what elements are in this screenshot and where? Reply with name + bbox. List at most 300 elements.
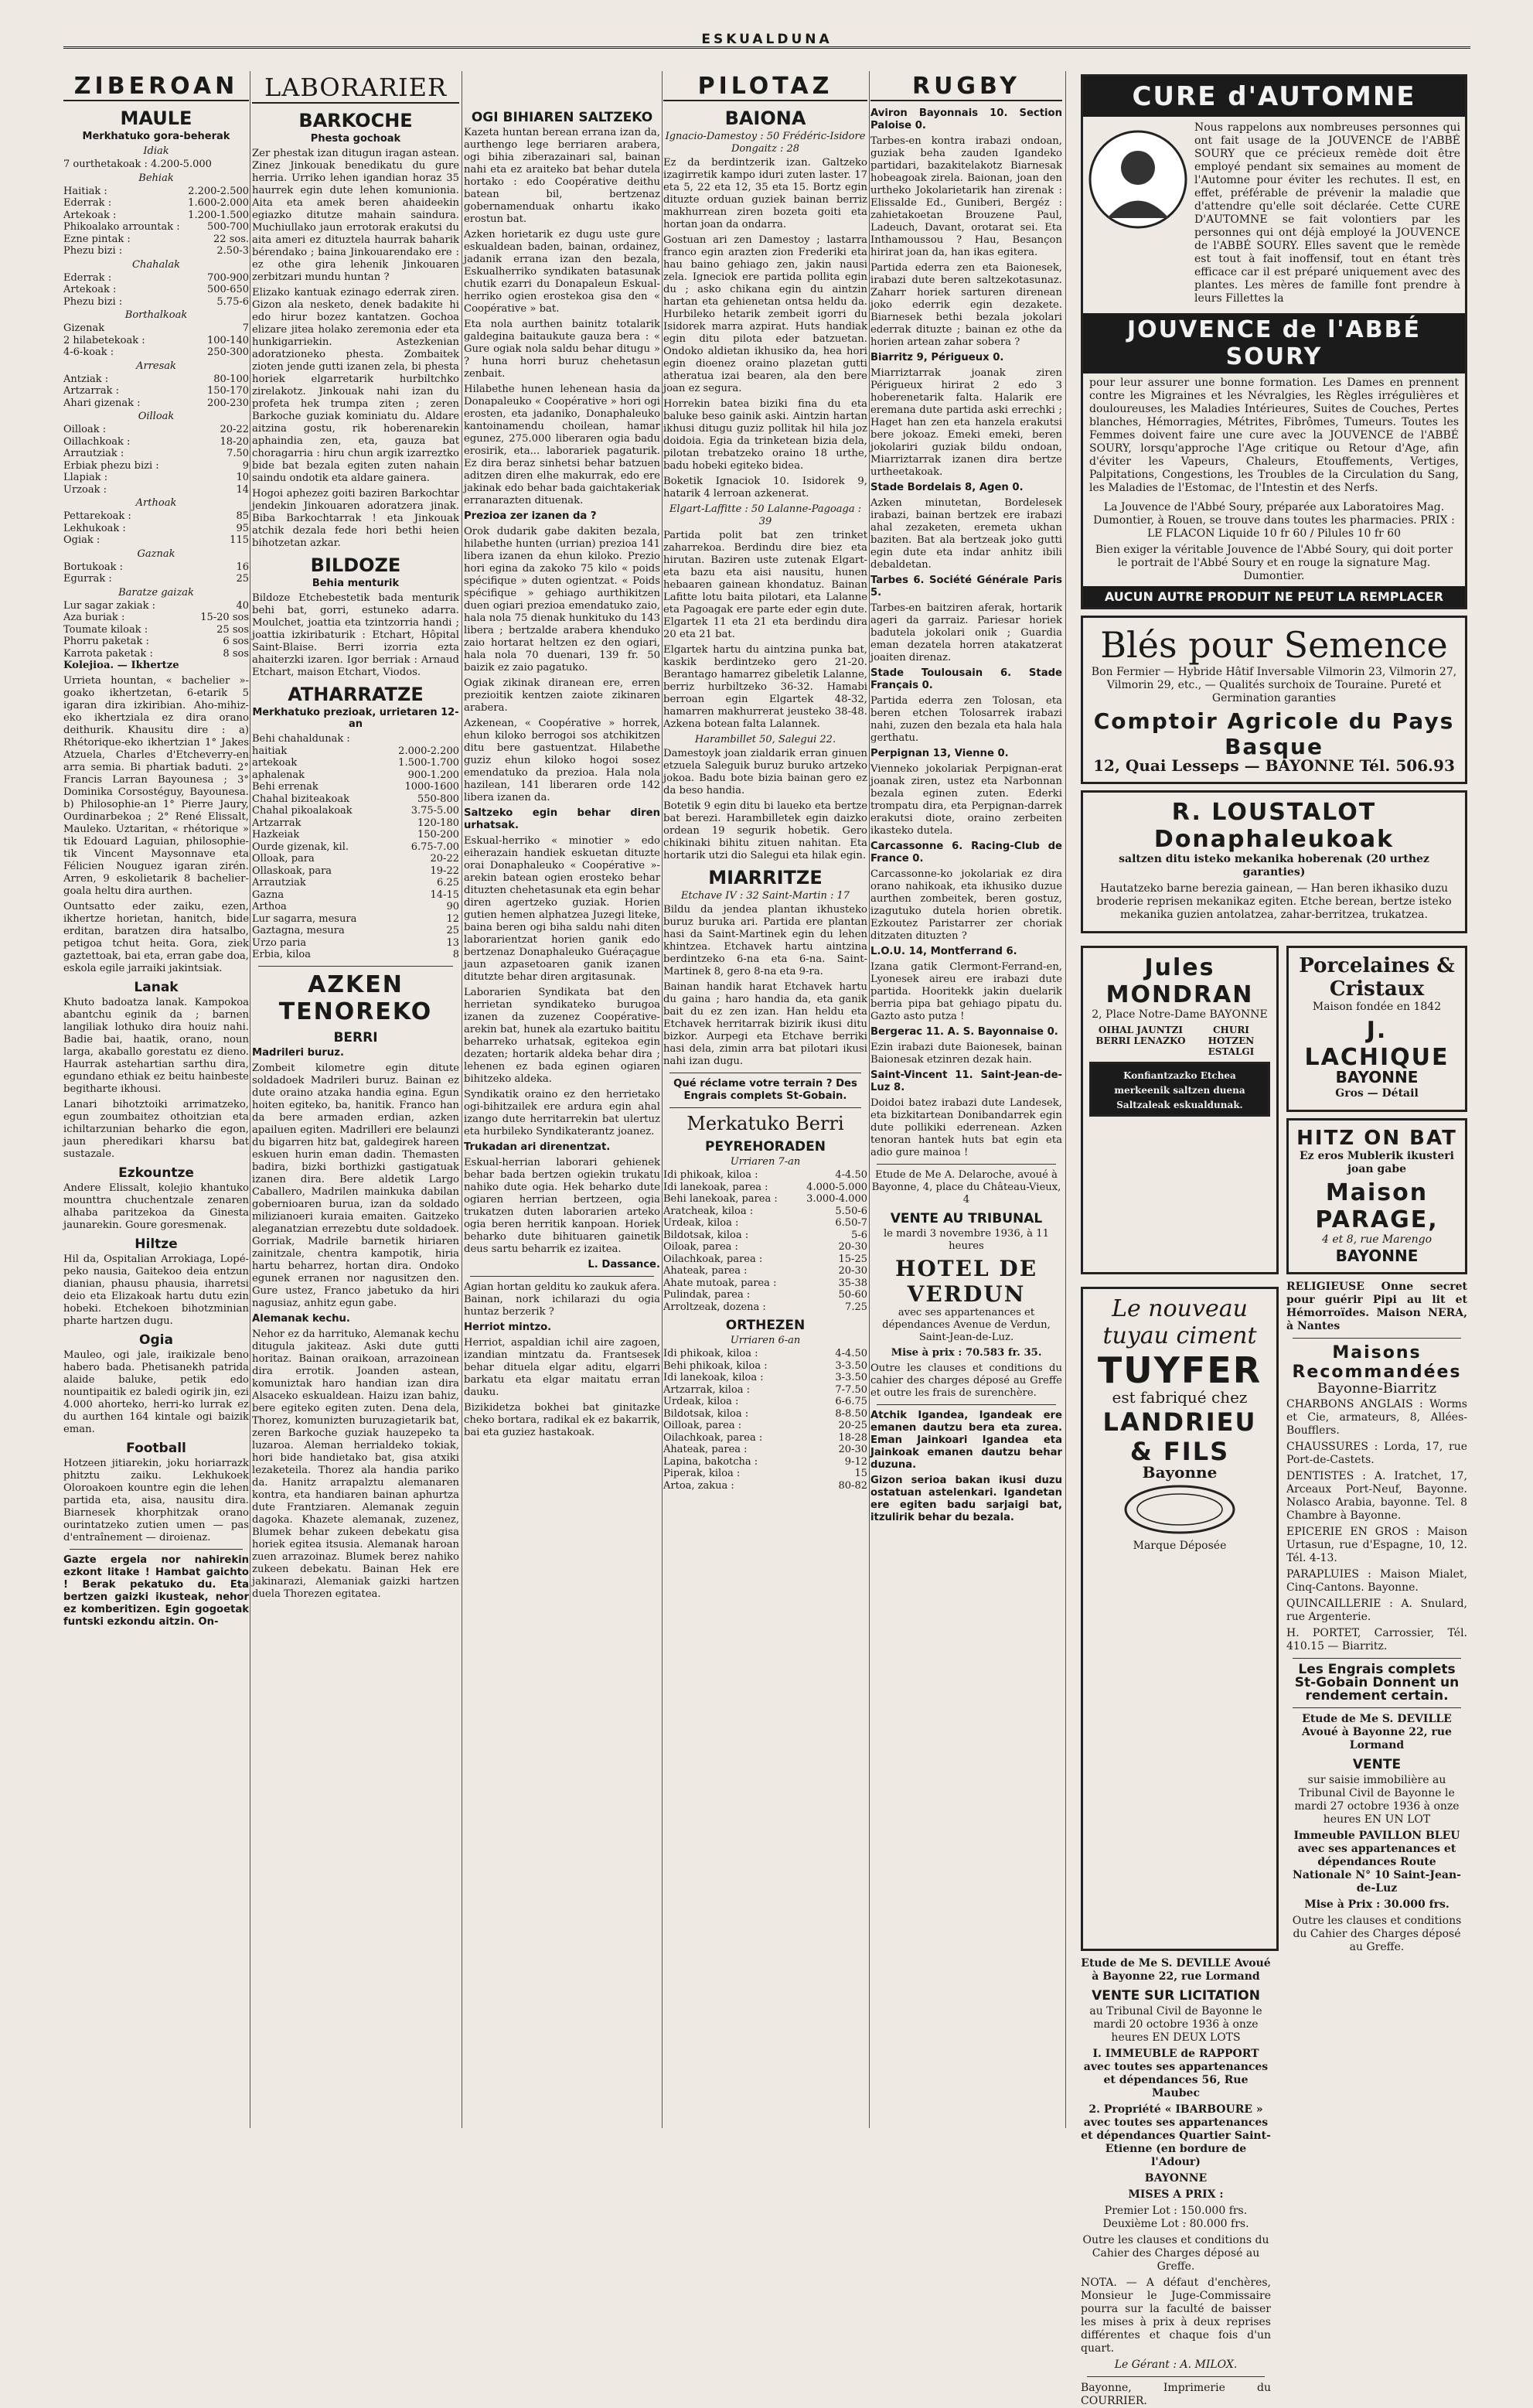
article-subtitle: Behia menturik [312, 578, 400, 589]
price-list [63, 272, 249, 309]
price-row [63, 573, 249, 585]
article-body: Eta nola aurthen bainitz totalarik galdegina baitaukute gauza bera : « Gure ogiak nola saldu behar ditugu » ? huna horri buruz chehetasun zenbait. [464, 319, 660, 380]
price-row [663, 1206, 867, 1218]
price-label: Erbiak phezu bizi : [63, 459, 159, 472]
price-value: 13 [446, 936, 459, 949]
price-label: Phezu bizi : [63, 295, 123, 308]
ad-engrais: Les Engrais complets St-Gobain Donnent un rendement certain. [1294, 1662, 1460, 1704]
article-body: Eskual-herrian laborari gehienek behar bada bertzen ogiekin trukatu nahiko dute ogia. Hek beharko dute ogiaren herrian bertzeen, ogia trukatzen duten laborarien arteko ogia beren herritik kanpoan. Horiek beharko dute bihituaren gainetik deus sartu beharrik ez izaitea. [464, 1157, 660, 1255]
portrait-icon [1088, 121, 1188, 237]
price-row [663, 1277, 867, 1290]
legal-notice: Etude de Me S. DEVILLE Avoué à Bayonne 22, rue Lormand [1302, 1713, 1452, 1751]
price-row [252, 793, 459, 806]
ad-banner [1083, 77, 1465, 117]
match-score: Harambillet 50, Salegui 22. [694, 734, 836, 745]
price-row [663, 1169, 867, 1182]
price-label: Ahateak, parea : [663, 1265, 748, 1277]
price-value: 4-4.50 [835, 1169, 867, 1181]
price-list [663, 1169, 867, 1313]
legal-notice: Etude de Me A. Delaroche, avoué à Bayonne, 4, place du Château-Vieux, 4 [871, 1169, 1061, 1206]
ad-text: Nous rappelons aux nombreuses personnes qui ont fait usage de la JOUVENCE de l'ABBÉ SOURY que ce précieux remède doit être employé pendant six semaines au moment de l'Automne pour éviter les rechutes. Il est, en effet, préférable de prévenir la maladie que d'attendre qu'elle soit déclarée. Cette CURE D'AUTOMNE se fait volontiers par les personnes qui ont déjà employé la JOUVENCE de l'ABBÉ SOURY. Elles savent que le remède est tout à fait inoffensif, tout en étant très efficace car il est préparé uniquement avec des plantes. Les mères de famille font prendre à leurs Fillettes la [1194, 121, 1460, 305]
article-body: Zombeit kilometre egin ditute soldadoek Madrileri buruz. Bainan ez dute oraino atzaka handia egina. Egun hoiten egiteko, ba, hanitik. Franco han da bere armaden erdian, azken apailuen egiten. Madrilleri ere belaunzi du bigarren hitz bat, galdegirek hareen eskuen hurin eman dadin. Themasten badira, bizki borthizki gastigatuak izanen dira. Bere aldetik Largo Caballero, Madrilen mainkuka dabilan gobernioaren burua, izan da soldado milizianoeri kuraia emaiten. Gaitzeko aleganatzian errezebtu dute soldadoek. Gorriak, Madrile barnetik hiriaren zainitzale, chentra kampotik, hiria hartu beharrez, hortan dira. Ondoko egunek erranen nor nagusitzen den. Gure ustez, Franco jabetuko da hiri nagusiaz, anhitz egun gabe. [252, 1062, 459, 1309]
column-rugby [870, 68, 1062, 2133]
article-body: Vienneko jokolariak Perpignan-erat joanak ziren, ustez eta Narbonnan bezala eginen zuten. Ederki trompatu dira, eta Perpignan-darrek erakutsi diote, oraino zerbeiten ikasteko dutela. [870, 763, 1062, 837]
price-row [63, 436, 249, 449]
price-label: Oilloak, parea : [663, 1420, 742, 1431]
price-list [63, 186, 249, 258]
ad-subtitle: Ez eros Mublerik ikusteri joan gabe [1300, 1150, 1454, 1175]
price-row [63, 600, 249, 612]
price-value: 25 [236, 573, 249, 585]
price-label: Ahateak, parea : [663, 1444, 748, 1455]
price-value: 5.75-6 [216, 295, 249, 308]
price-value: 50-60 [838, 1289, 867, 1301]
price-label: Idi phikoak, kiloa : [663, 1348, 758, 1359]
legal-date: le mardi 3 novembre 1936, à 11 heures [883, 1228, 1050, 1252]
price-label: Ollaskoak, para [252, 865, 332, 877]
ad-company: Comptoir Agricole du Pays Basque [1093, 708, 1455, 759]
masthead [63, 32, 1470, 70]
ad-title: Porcelaines & Cristaux [1299, 954, 1455, 1001]
price-value: 9 [242, 459, 249, 472]
price-value: 1.200-1.500 [188, 209, 249, 221]
price-value: 500-700 [206, 221, 249, 233]
price-label: Lekhukoak : [63, 522, 126, 534]
article-subtitle: Phesta gochoak [310, 133, 401, 145]
article-heading: Madrileri buruz. [252, 1046, 344, 1059]
ad-jouvence [1081, 74, 1467, 609]
price-value: 22 sos. [213, 233, 249, 245]
price-label: Artzarrak, kiloa : [663, 1383, 751, 1396]
maxim: Atchik Igandea, Igandeak ere emanen dautzu bera eta zurea. Eman Jainkoari Igandea eta Jainkoak emanen dautzu behar duzuna. [870, 1410, 1062, 1471]
article-body: Khuto badoatza lanak. Kampokoa abantchu eginik da ; barnen langiliak lothuko dira houiz nahi. Badie bai, haatik, orano, noun larga, akaballo gorestatu ez dieno. Haurrak astehartian sarthu dira, egundano ethiak ez beitu hainbeste begitharte ikhousi. [63, 997, 249, 1095]
price-row [63, 335, 249, 347]
price-value: 4.000-5.000 [806, 1181, 867, 1193]
price-label: Gizenak [63, 322, 105, 334]
price-label: Idi lanekoak, kiloa : [663, 1372, 764, 1383]
price-value: 6.50-7 [835, 1217, 867, 1229]
price-value: 7 [242, 322, 249, 334]
divider [258, 966, 453, 967]
recommended-item: EPICERIE EN GROS : Maison Urtasun, rue d'Espagne, 10, 12. Tél. 4-13. [1286, 1526, 1467, 1564]
article-body: Elizako kantuak ezinago ederrak ziren. Gizon ala nesketo, denek badakite hi edo hirur bozez kantatzen. Gochoa elizare jitea holako zeremonia eder eta hunkigarriekin. Astezkenian adoratzioneko phesta. Zombaitek zioten jende gutti izanen zela, bi phesta horiek elgarretarik hurbiltchko zirelakotz. Jinkouak nahi izan du profeta hek trumpa ziten ; zeren Barkoche guziak kominiatu du. Aldare aitzina gostu, rik hoberenarekin aphaindia zen, eta, gauza bat choragarria : hiru chun argik izarreztko bide bat bezala egiten zuten nahain saindu ondotik eta aldare gainera. [252, 287, 459, 484]
price-label: Haitiak : [63, 185, 107, 197]
legal-lot: Immeuble PAVILLON BLEU avec ses appartenances et dépendances Route Nationale N° 10 Saint-Jean-de-Luz [1293, 1830, 1461, 1895]
recommended-item: CHARBONS ANGLAIS : Worms et Cie, armateurs, 8, Allées-Boufflers. [1286, 1398, 1467, 1437]
price-value: 20-30 [838, 1265, 867, 1277]
signature: L. Dassance. [588, 1259, 660, 1271]
price-value: 8 sos [223, 647, 249, 660]
price-row [663, 1289, 867, 1301]
category: Baratze gaizak [118, 586, 194, 599]
price-list [663, 1348, 867, 1492]
ad-price: La Jouvence de l'Abbé Soury, préparée aux Laboratoires Mag. Dumontier, à Rouen, se trouve dans toutes les pharmacies. PRIX : LE FLACON Liquide 10 fr 60 / Pilules 10 fr 60 [1093, 501, 1455, 540]
ad-banner [1083, 313, 1465, 373]
price-row [663, 1372, 867, 1384]
column-laborarier [252, 68, 459, 2133]
price-value: 8 [452, 949, 459, 960]
price-value: 2.000-2.200 [398, 745, 459, 757]
price-label: Ahari gizenak : [63, 397, 141, 409]
price-row [663, 1182, 867, 1194]
price-label: Ederrak : [63, 271, 112, 284]
ad-title: Le nouveau tuyau ciment [1102, 1295, 1257, 1349]
ad-subtitle: Maison fondée en 1842 [1312, 1001, 1442, 1013]
price-row [252, 745, 459, 758]
article-body: Izana gatik Clermont-Ferrand-en, Lyonesek aireu ere irabazi dute partida. Hooritekk jakin duelarik berria pipa bat gehiago pipatu du. Gazto asto putza ! [870, 961, 1062, 1022]
legal-price: Premier Lot : 150.000 frs. Deuxième Lot : 80.000 frs. [1102, 2205, 1249, 2230]
price-value: 14-15 [430, 889, 459, 901]
legal-lot: 2. Propriété « IBARBOURE » avec toutes ses appartenances et dépendances Quartier Saint-Etienne (en bordure de l'Adour) [1081, 2103, 1271, 2168]
match-heading: Perpignan 13, Vienne 0. [870, 748, 1009, 759]
price-row [63, 636, 249, 648]
price-label: Ezne pintak : [63, 233, 131, 245]
legal-property: HOTEL DE VERDUN [894, 1256, 1038, 1307]
divider [1293, 1338, 1461, 1339]
price-value: 2.200-2.500 [188, 185, 249, 197]
ad-item: CHURI HOTZEN ESTALGI [1208, 1025, 1255, 1057]
price-label: Phorru paketak : [63, 636, 149, 647]
match-score: Elgart-Laffitte : 50 Lalanne-Pagoaga : 39 [669, 503, 862, 527]
column-ziberoan [63, 68, 249, 2133]
price-label: Egurrak : [63, 573, 112, 585]
price-row [252, 925, 459, 937]
legal-price: Mise à Prix : 30.000 frs. [1304, 1898, 1450, 1911]
price-value: 7.50 [227, 448, 249, 459]
price-value: 4-4.50 [835, 1348, 867, 1359]
price-label: Aratcheak, kiloa : [663, 1205, 754, 1217]
price-value: 12 [446, 912, 459, 925]
price-label: Lur sagar zakiak : [63, 599, 155, 612]
article-heading: Alemanak kechu. [252, 1312, 350, 1325]
price-value: 550-800 [417, 793, 459, 805]
article-body: Hilabethe hunen lehenean hasia da Donapaleuko « Coopérative » hori ogi erosten, eta jadaniko, Donaphaleuko kantoinamendu choilean, hamar egunez, 275.000 liberaren ogia badu erosirik, eta... laborariek pagaturik. Ez dira beraz sinhetsi behar batzuen aditzen diren elhe makurrak, edo ere jakinak edo behar bada gaichtakeriak erranarazten dituenak. [464, 384, 660, 506]
price-value: 7-7.50 [835, 1383, 867, 1396]
price-label: Artoa, zakua : [663, 1479, 734, 1492]
legal-price: Mise à prix : 70.583 fr. 35. [891, 1347, 1042, 1359]
match-heading: Aviron Bayonnais 10. Section Paloise 0. [870, 107, 1062, 131]
footer-note: Gazte ergela nor nahirekin ezkont litake ! Hambat gaichto ! Berak pekatuko du. Eta bertzen gaizki ikusteak, nehor ez komberitizen. Egin gogoetak funtski ezkondu aitzin. On- [63, 1554, 249, 1628]
price-row [63, 424, 249, 436]
article-title: BILDOZE [310, 554, 401, 576]
ad-address: 12, Quai Lesseps — BAYONNE Tél. 506.93 [1093, 756, 1455, 775]
price-value: 16 [236, 561, 249, 573]
article-subtitle: Merkhatuko gora-beherak [82, 131, 230, 142]
price-row [252, 757, 459, 769]
column-pilotaz [663, 68, 867, 2133]
ad-title: CURE d'AUTOMNE [1132, 81, 1416, 112]
section-title: RUGBY [870, 73, 1062, 101]
price-row [663, 1193, 867, 1206]
market-title: Merkatuko Berri [686, 1113, 844, 1134]
price-row [63, 210, 249, 222]
price-label: Karrota paketak : [63, 647, 153, 660]
article-body: Zer phestak izan ditugun iragan astean. Zinez Jinkouak benedikatu du gure herria. Urriko lehen igandian horaz 35 haurrek egin dute lehen komunionia. Aita eta amek beren ahaideekin egiazko ditutze mahain saindura. Muchiullako jaun errotorak erakutsi du aita ameri ez dituztela haurrak baharik bérendako ; baina Jinkouarendako ere : ez othe gira lehenik Jinkouaren zerbitzari mundu huntan ? [252, 148, 459, 283]
legal-title: VENTE SUR LICITATION [1092, 1988, 1260, 2004]
price-row [252, 841, 459, 854]
legal-note: NOTA. — A défaut d'enchères, Monsieur le Juge-Commissaire pourra sur la faculté de baisser les mises à prix à deux reprises différentes et chaque fois d'un quart. [1081, 2277, 1271, 2355]
ad-address: 2, Place Notre-Dame BAYONNE [1092, 1008, 1268, 1021]
price-value: 20-22 [430, 853, 459, 865]
price-row [663, 1348, 867, 1360]
price-value: 5.50-6 [835, 1205, 867, 1217]
advert-engrais: Qué réclame votre terrain ? Des Engrais complets St-Gobain. [673, 1078, 857, 1102]
legal-desc: au Tribunal Civil de Bayonne le mardi 20 octobre 1936 à onze heures EN DEUX LOTS [1089, 2005, 1262, 2044]
ad-bles [1081, 616, 1467, 784]
price-value: 150-170 [206, 385, 249, 397]
maxim: Gizon serioa bakan ikusi duzu ostatuan astelenkari. Igandetan ere egiten badu sarjaigi bat, itzulirik behar du bezala. [870, 1475, 1062, 1523]
legal-lot: I. IMMEUBLE de RAPPORT avec toutes ses appartenances et dépendances 56, Rue Maubec [1083, 2048, 1269, 2099]
price-row [252, 805, 459, 817]
price-list [63, 373, 249, 410]
ad-column [1286, 1281, 1467, 1957]
ad-banner [1089, 1062, 1270, 1117]
ad-title: R. LOUSTALOT Donaphaleukoak [1153, 799, 1395, 853]
ad-city: BAYONNE [1335, 1068, 1419, 1086]
price-label: Olloak, para [252, 853, 315, 865]
price-value: 15-25 [838, 1253, 867, 1265]
price-label: Ourde gizenak, kil. [252, 841, 349, 853]
price-row [663, 1408, 867, 1421]
category: Oilloak [138, 411, 175, 422]
price-row [252, 865, 459, 878]
price-value: 150-200 [417, 829, 459, 841]
market-date: Urriaren 6-an [730, 1335, 801, 1346]
price-label: Urdeak, kiloa : [663, 1396, 739, 1407]
price-label: Urzo paria [252, 936, 307, 949]
article-body: Mauleo, ogi jale, iraikizale beno habero bada. Phetisanekh patrida alaide baluke, petik edo nountipaitik ez baledi ogirik jin, ezi 4.000 ahorteko, herri-ko lurrak ez du aurthen 164 kintale ogi baizik eman. [63, 1349, 249, 1435]
legal-title: VENTE AU TRIBUNAL [890, 1211, 1043, 1226]
article-body: Bainan handik harat Etchavek hartu du gaina ; haro handia da, eta ganik bait du ez zen izan. Han heldu eta Etchavek herritarrak bizirik ikusi ditu bizkor. Aurpegi eta Etchave berriki hasi dela, zimin arra bat pilotari ikusi nahi izan dugu. [663, 981, 867, 1067]
news-title: AZKEN TENOREKO [278, 970, 433, 1025]
legal-notice: Etude de Me S. DEVILLE Avoué à Bayonne 22, rue Lormand [1081, 1957, 1271, 1983]
ad-text: Hautatzeko barne berezia gainean, — Han beren ikhasiko duzu broderie reprisen mekanikaz egiten. Etche berean, bertze isteko mekanika guzien antolatzea, zahar-berritzea, trukatzea. [1096, 882, 1452, 921]
price-row [63, 272, 249, 285]
article-body: Azkenean, « Coopérative » horrek, ehun kiloko berrogoi sos atchikitzen ditu bere gastuentzat. Hilabethe guziz ehun kiloko hogoi sosez emendatuko da prezioa. Hala nola hazilean, 141 liberaren orde 142 libera izanen da. [464, 718, 660, 803]
price-value: 20-30 [838, 1241, 867, 1253]
price-row [252, 889, 459, 902]
price-row [63, 460, 249, 472]
divider [1087, 2376, 1265, 2377]
price-label: Oillachkoak : [63, 435, 131, 448]
price-value: 250-300 [206, 346, 249, 358]
divider [669, 1107, 861, 1108]
price-label: Oilloak : [63, 424, 107, 435]
price-value: 95 [236, 522, 249, 534]
price-row [663, 1217, 867, 1230]
price-label: 2 hilabetekoak : [63, 334, 145, 346]
column-advertisements [1081, 68, 1467, 2407]
match-score: Ignacio-Damestoy : 50 Frédéric-Isidore Dongaitz : 28 [665, 131, 866, 155]
divider [70, 1549, 243, 1550]
price-label: Phezu bizi : [63, 245, 123, 257]
divider [877, 1164, 1056, 1165]
price-label: Behi lanekoak, parea : [663, 1193, 778, 1205]
price-label: Lapina, bakotcha : [663, 1455, 758, 1468]
price-value: 80-100 [213, 373, 249, 385]
article-title: MIARRITZE [708, 867, 823, 889]
price-row [63, 373, 249, 386]
price-label: Llapiak : [63, 472, 108, 483]
price-label: Urzoak : [63, 483, 107, 496]
price-list [63, 322, 249, 359]
ad-subtitle: Bayonne-Biarritz [1317, 1380, 1437, 1397]
price-row [663, 1301, 867, 1314]
legal-desc: Outre les clauses et conditions du Cahier des Charges déposé au Greffe. [1082, 2234, 1269, 2273]
divider [1293, 1658, 1461, 1659]
legal-title: VENTE [1352, 1757, 1402, 1772]
legal-city: BAYONNE [1144, 2172, 1208, 2185]
price-label: Ogiak : [63, 534, 100, 546]
price-list [63, 600, 249, 660]
article-body: Ezin irabazi dute Baionesek, bainan Baionesak etzinren dezak hain. [870, 1042, 1062, 1066]
price-value: 6.75-7.00 [411, 841, 459, 853]
recommended-item: QUINCAILLERIE : A. Snulard, rue Argenterie. [1286, 1598, 1467, 1623]
article-title: BARKOCHE [298, 110, 413, 131]
signature: Le Gérant : A. MILOX. [1114, 2359, 1238, 2371]
price-label: Bortukoak : [63, 561, 124, 573]
price-label: artekoak [252, 757, 298, 769]
article-body: Boketik Ignaciok 10. Isidorek 9, hatarik 4 lerroan azkenerat. [663, 476, 867, 500]
price-row [252, 853, 459, 865]
article-title: Football [126, 1441, 186, 1456]
category: Idiak [143, 145, 169, 157]
article-body: Doidoi batez irabazi dute Landesek, eta bizkitartean Donibandarrek egin dute pollikiki ederrenean. Azken tenoran hantek huts bat egin eta adio gure mainoa ! [870, 1097, 1062, 1158]
ad-city: Bayonne [1142, 1463, 1218, 1482]
price-value: 900-1.200 [407, 769, 459, 781]
match-heading: Stade Toulousain 6. Stade Français 0. [870, 667, 1062, 691]
price-row [663, 1265, 867, 1277]
price-label: Urdeak, kiloa : [663, 1217, 739, 1229]
article-body: Hil da, Ospitalian Arrokiaga, Lopé-peko nausia, Gaitekoo deia entzun dianian, phausu phausia, iharretsi deio eta Elizakoak hartu dutu ezin hobeki. Etchekoen bihotzminian pharte hartzen dugu. [63, 1253, 249, 1327]
price-value: 1.500-1.700 [398, 757, 459, 769]
price-row [63, 534, 249, 547]
price-value: 20-30 [838, 1444, 867, 1455]
price-label: Chahal pikoalakoak [252, 805, 353, 817]
price-label: Arrautziak [252, 877, 306, 889]
price-row [252, 829, 459, 841]
ad-title: Maisons Recommandées [1292, 1343, 1462, 1382]
article-body: Partida ederra zen eta Baionesek, irabazi dute beren saltzekotasunaz. Zaharr horiek sarturen direnean joko ederrik egin dezakete. Biarnesek bethi bezala jokolari ederrak dituzte ; bainan ez othe da horien artean zahar sobera ? [870, 262, 1062, 348]
price-label: Artzarrak : [63, 385, 119, 397]
article-body: Kazeta huntan berean erranа izan da, aurthengo lege berriaren arabera, ogi bihia ziberazainari sal, bainan nahi eta ez araiteko bat behar dutela hortako : edo Coopérative deithu batean bil, bertzenaz gobernamenduak onhartu ikako erostun bat. [464, 127, 660, 225]
article-title: BAIONA [724, 107, 806, 129]
price-value: 90 [446, 901, 459, 912]
section-title: PILOTAZ [663, 73, 867, 101]
ad-landrieu [1081, 1287, 1279, 1951]
article-body: Andere Elissalt, kolejio khantuko mounttra chuchentzale zenaren alhaba paritzekoa da Ginesta jaunarekin. Goure goresmenak. [63, 1182, 249, 1231]
ad-title: Blés pour Semence [1100, 624, 1448, 666]
price-value: 20-25 [838, 1420, 867, 1431]
article-body: Botetik 9 egin ditu bi laueko eta bertze bat berezi. Harambilletek egin daizko ordean 19 segurik hobetik. Gero chikinaki bihitu zituen nahitan. Eta hortarik utzi dio Salegui eta hilak egin. [663, 800, 867, 861]
recommended-item: PARAPLUIES : Maison Mialet, Cinq-Cantons. Bayonne. [1286, 1568, 1467, 1594]
article-body: Ogiak zikinak diranean ere, erren prezioitik kentzen zaiote zikinaren arabera. [464, 677, 660, 714]
price-row [63, 296, 249, 309]
price-value: 100-140 [206, 334, 249, 346]
price-row [63, 648, 249, 660]
price-value: 120-180 [417, 817, 459, 829]
article-body: Syndikatik oraino ez den herrietako ogi-bihitzailek ere ardura egin ahal izango dute herritarrekin bat ulertuz eta hurbileko Syndikaterantz joanez. [464, 1089, 660, 1137]
price-row [663, 1396, 867, 1408]
price-row [252, 769, 459, 782]
price-label: Artekoak : [63, 284, 117, 295]
price-value: 2.50-3 [216, 245, 249, 257]
price-row [663, 1456, 867, 1468]
ad-brand: TUYFER [1097, 1349, 1262, 1391]
divider [1293, 1707, 1461, 1708]
article-body: Eskual-herriko « minotier » edo eiherazain handiek eskuetan dituzte orai Donaphaleuko « Coopérative »-arekin batean ogien erosteko behar dituzten chehetasunak eta egin behar diren agertzeko guziak. Horien gutien hemen alphatzea Juzegi liteke, baina beren ogi biha saldu nahi diten laborarientzat horien ganik edo bertzenaz Donaphaleuko Guéraçague jaun azpasetoaren ganik izanen ditutzte behar diren argitasunak. [464, 835, 660, 983]
article-body: Partida ederra zen Tolosan, eta beren etchen Tolosarrek irabazi nahi, zuzen den bezala eta hala hala gerthatu. [870, 695, 1062, 744]
price-row [63, 510, 249, 523]
price-label: Bildotsak, kiloa : [663, 1229, 749, 1241]
match-heading: Carcassonne 6. Racing-Club de France 0. [870, 841, 1062, 865]
price-value: 14 [236, 483, 249, 496]
article-body: Gostuan ari zen Damestoy ; lastarra franco egin arazten zion Frederiki eta hau baino gehiago zen, jakin nausi zela. Igneciok ere partida pollita egin du ; asko chikana egin du aintzin hartan eta gehienetan ontsa heldu da. Hurbileko hetarik zembeit igorri du Isidorek marra azpirat. Huts handiak egin ditu pilota eder batzuetan. Ondoko aldietan ikhusiko da, hea hori egin dioenez oraino plazetan gutti atheratua izai bearen, ala den bere joan ez segura. [663, 234, 867, 394]
price-row [663, 1468, 867, 1480]
ad-row [1081, 940, 1467, 1281]
article-body: Partida polit bat zen trinket zaharrekoa. Berdindu dire biez eta hirutan. Baziren uste zutenak Elgart-eta bazu eta aisi nausitu, hunen hebaaren gainean khondatuz. Bainan Lafitte lotu baita pilotari, eta Lalanne eta Pagoagak ere parte eder egin dute. Elgartek 11 eta 21 eta berdindu dira 20 eta 21 bat. [663, 530, 867, 640]
price-row [63, 234, 249, 246]
recommended-item: DENTISTES : A. Iratchet, 17, Arceaux Port-Neuf, Bayonne. Nolasco Arabia, bayonne. Tel. 8 Chambre à Bayonne. [1286, 1470, 1467, 1522]
category: Gaznak [137, 547, 175, 560]
match-heading: L.O.U. 14, Montferrand 6. [870, 946, 1017, 957]
legal-desc: Outre les clauses et conditions du Cahier des Charges déposé au Greffe. [1292, 1915, 1462, 1953]
price-value: 25 sos [216, 623, 249, 636]
column-ogi [464, 68, 660, 2133]
price-value: 18-20 [220, 435, 249, 448]
category: Borthalkoak [124, 309, 188, 321]
price-row [252, 901, 459, 913]
price-value: 10 [236, 472, 249, 483]
ad-lachique [1286, 946, 1467, 1112]
price-value: 15-20 sos [200, 612, 249, 623]
price-label: Antziak : [63, 373, 109, 385]
price-row [63, 186, 249, 198]
ad-title: JOUVENCE de l'ABBÉ SOURY [1127, 316, 1421, 370]
legal-desc: sur saisie immobilière au Tribunal Civil de Bayonne le mardi 27 octobre 1936 à onze heures EN UN LOT [1294, 1774, 1460, 1826]
price-label: Artekoak : [63, 209, 117, 221]
ad-parage [1286, 1118, 1467, 1274]
ad-row [1081, 1281, 1467, 1957]
price-value: 80-82 [838, 1479, 867, 1492]
price-label: Pettarekoak : [63, 510, 131, 522]
price-label: Chahal biziteakoak [252, 793, 349, 805]
article-heading: Prezioa zer izanen da ? [464, 510, 597, 522]
article-body: Carcassonne-ko jokolariak ez dira orano nahikoak, eta ikhusiko duzue aurthen zombeitek, beren gostuz, izagutuko dutela horien obretik. Ezkoutez Paristarrer zer choriak ditzaten dituzten ? [870, 868, 1062, 942]
price-row [63, 284, 249, 296]
price-label: Oiloak, parea : [663, 1241, 738, 1253]
article-body: Elgartek hartu du aintzina punka bat, kaskik berdintzeko gero 21-20. Berantago hamarrez gibeletik Lalanne, berriz hurbiltzeko 36-32. Hamabi berroan egin Elgartek 48-32, hamarren makhurrerat jeusteko 38-48. Azkena botean falta Lalannek. [663, 644, 867, 730]
price-value: 8-8.50 [835, 1407, 867, 1420]
match-score: Etchave IV : 32 Saint-Martin : 17 [680, 890, 850, 902]
price-value: 9-12 [844, 1455, 867, 1468]
recommended-item: H. PORTET, Carrossier, Tél. 410.15 — Biarritz. [1286, 1627, 1467, 1653]
price-label: Pulindak, parea : [663, 1289, 751, 1301]
article-body: Azken horietarik ez dugu uste gure eskualdean baden, bainan, ordainez, jadanik errana izan den bezala, Eskualherriko syndikaten batasunak chutik ezarri du Donapaleun Eskual-herriko ogien erostekoa gisa den « Coopérative » bat. [464, 229, 660, 315]
recommended-list [1286, 1398, 1467, 1653]
price-value: 700-900 [206, 271, 249, 284]
article-body: Orok dudarik gabe dakiten bezala, hilabethe hunten (urrian) prezioa 141 libera izanen da ehun kiloko. Prezio hori egina da zakoko 75 kilo « poids spécifique » duten ogientzat. « Poids spécifique » gehiago aurthikitzen duen ogiari prezioa emendatuko zaio, hala nola 75 dienak hunkituko du 143 libera ; bertzalde arabera khenduko zaio hortarat heltzen ez den ogiari, hala nola 70 duenari, 139 fr. 50 baizik ez zaio pagatuko. [464, 526, 660, 674]
price-row [663, 1432, 867, 1444]
printer: Bayonne, Imprimerie du COURRIER. [1081, 2382, 1271, 2407]
match-heading: Biarritz 9, Périgueux 0. [870, 352, 1004, 363]
category: Chahalak [132, 258, 180, 271]
price-value: 115 [230, 534, 249, 546]
divider [470, 1276, 654, 1277]
category: Arresak [136, 360, 176, 372]
price-value: 1000-1600 [404, 781, 459, 793]
price-row [63, 322, 249, 335]
